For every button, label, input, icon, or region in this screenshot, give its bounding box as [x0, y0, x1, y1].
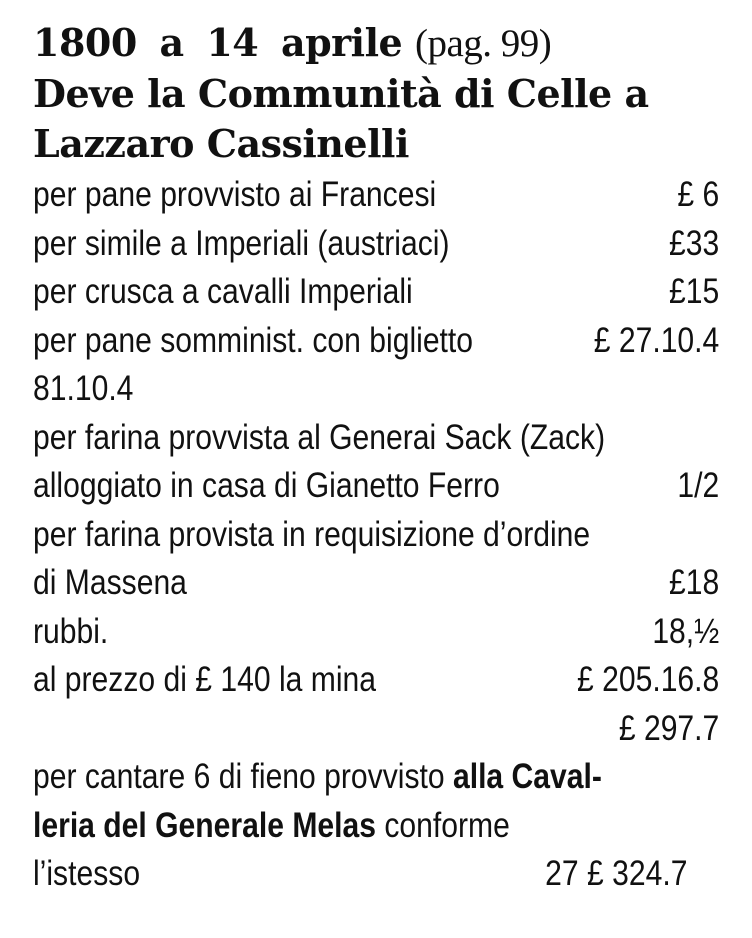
ledger-row — [33, 850, 719, 899]
ledger-subtotal-amount: £ 297.7 — [618, 708, 720, 748]
ledger-row — [33, 802, 719, 851]
ledger-row-text: per pane somminist. con biglietto — [33, 320, 474, 360]
cantare-plain-1: per cantare 6 di fieno provvisto — [33, 757, 453, 796]
ledger-row — [33, 462, 719, 511]
ledger-row-amount: £ 205.16.8 — [577, 660, 720, 699]
ledger-row-text: per pane provvisto ai Francesi — [33, 175, 437, 214]
heading-line-1 — [33, 18, 719, 69]
ledger-row-amount: 18,½ — [652, 611, 720, 651]
heading-line-2: Deve la Communità di Celle a — [33, 71, 649, 116]
ledger-row — [33, 608, 719, 657]
cantare-line-1 — [33, 753, 602, 802]
document-page — [33, 18, 719, 899]
heading-date: 1800 a 14 aprile — [33, 20, 403, 65]
ledger-row-text: per crusca a cavalli Imperiali — [33, 272, 413, 311]
ledger-row — [33, 414, 719, 463]
ledger-row-text: 81.10.4 — [33, 369, 134, 408]
ledger-row — [33, 559, 719, 608]
ledger-row-text: per farina provista in requisizione d’ordine — [33, 514, 591, 554]
ledger-row-amount: £ 27.10.4 — [593, 320, 720, 360]
ledger-row-text: l’istesso — [33, 854, 141, 893]
cantare-line-2 — [33, 802, 510, 851]
ledger-row — [33, 220, 719, 269]
ledger-row-amount: £18 — [669, 563, 720, 602]
ledger-row-amount: 27 £ 324.7 — [545, 854, 688, 893]
ledger-row — [33, 268, 719, 317]
ledger-row-text: al prezzo di £ 140 la mina — [33, 660, 377, 699]
heading-page-ref: (pag. 99) — [414, 22, 552, 65]
ledger-row — [33, 317, 719, 366]
ledger-row-amount: £ 6 — [677, 175, 720, 214]
ledger-row-text: per farina provvista al Generai Sack (Zack) — [33, 417, 606, 457]
ledger-row-text: alloggiato in casa di Gianetto Ferro — [33, 466, 500, 505]
ledger-body — [33, 171, 719, 899]
ledger-row — [33, 171, 719, 220]
cantare-plain-2: conforme — [375, 805, 510, 845]
ledger-row — [33, 511, 719, 560]
ledger-row-text: rubbi. — [33, 611, 109, 651]
ledger-row — [33, 365, 719, 414]
ledger-row — [33, 656, 719, 705]
heading-line-3: Lazzaro Cassinelli — [33, 121, 409, 166]
cantare-bold-2: leria del Generale Melas — [33, 805, 376, 845]
ledger-row-amount: £15 — [669, 272, 720, 311]
document-heading — [33, 18, 719, 169]
ledger-subtotal-row — [33, 705, 719, 754]
ledger-row — [33, 753, 719, 802]
ledger-row-text: di Massena — [33, 563, 187, 602]
ledger-row-amount: £33 — [669, 223, 720, 263]
ledger-row-amount: 1/2 — [677, 466, 720, 505]
cantare-bold-1: alla Caval- — [452, 757, 602, 796]
ledger-row-text: per simile a Imperiali (austriaci) — [33, 223, 450, 263]
